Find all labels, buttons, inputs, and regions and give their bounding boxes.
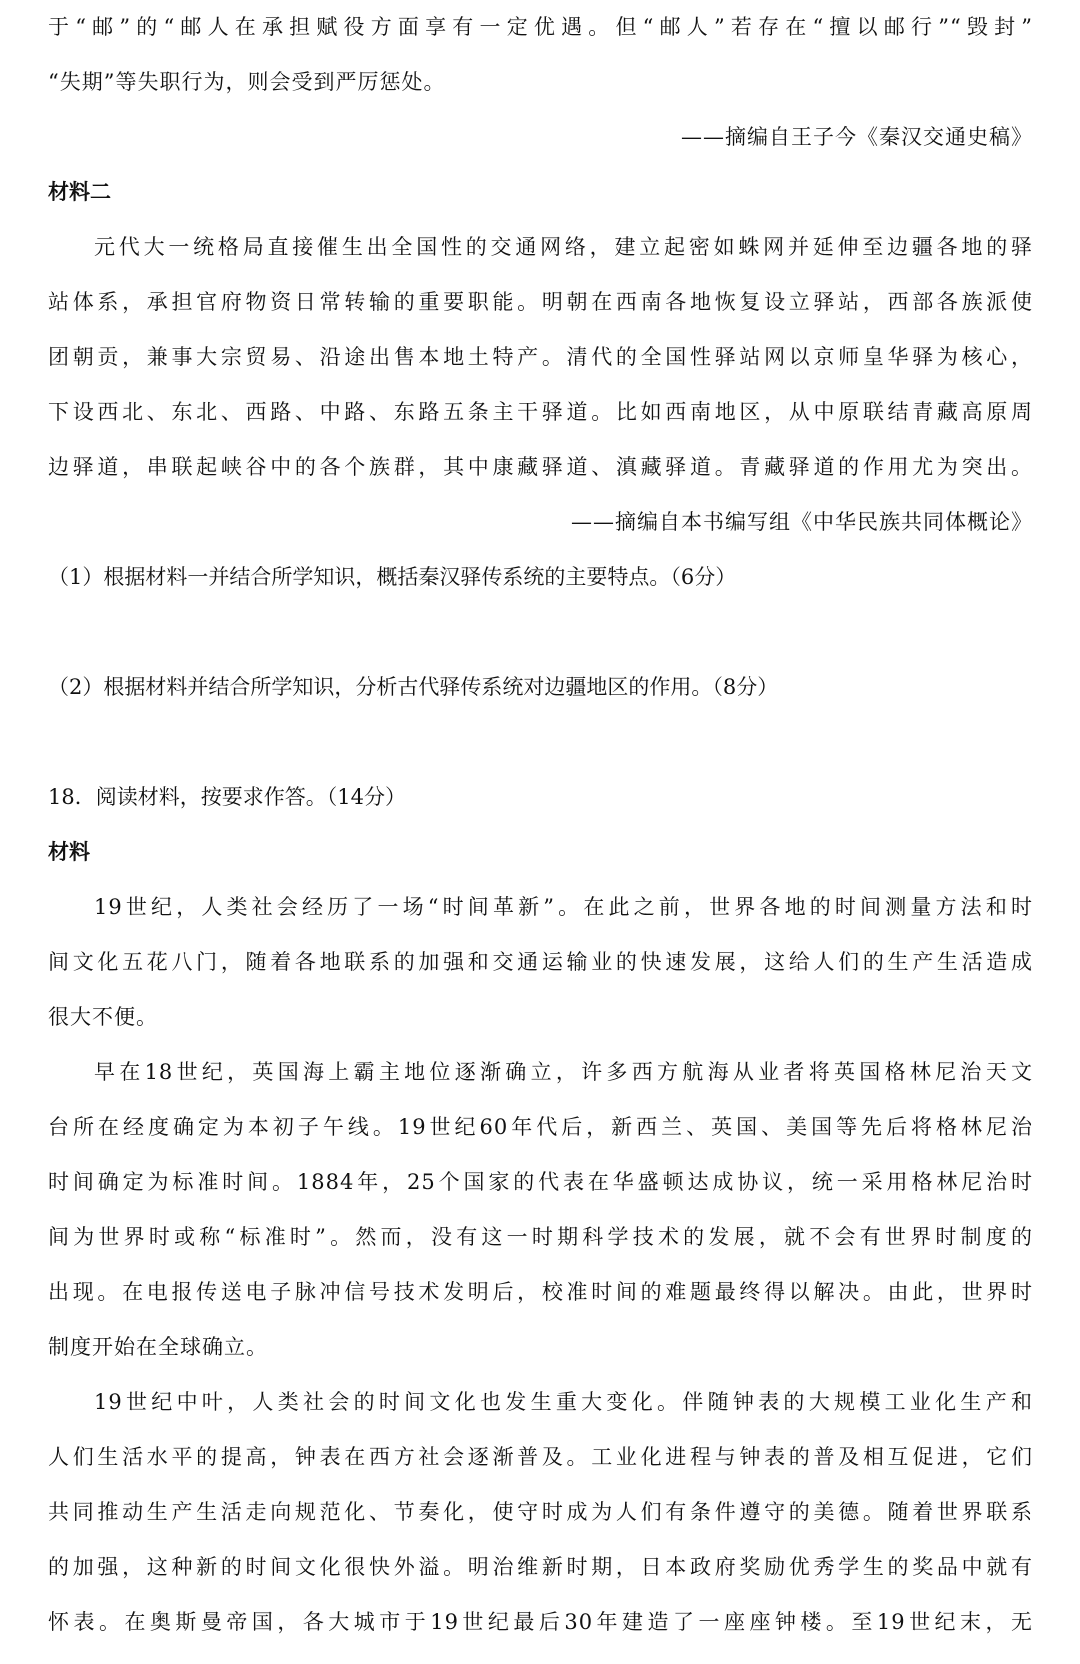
material2-line-4: 下设西北、东北、西路、中路、东路五条主干驿道。比如西南地区，从中原联结青藏高原周 (48, 400, 1033, 424)
q18-material-heading: 材料 (48, 840, 90, 864)
q18-para2-line-3: 时间确定为标准时间。1884年，25个国家的代表在华盛顿达成协议，统一采用格林尼治时 (48, 1170, 1033, 1194)
q18-para3-line-1: 19世纪中叶，人类社会的时间文化也发生重大变化。伴随钟表的大规模工业化生产和 (94, 1390, 1033, 1414)
q18-para2-line-4: 间为世界时或称“标准时”。然而，没有这一时期科学技术的发展，就不会有世界时制度的 (48, 1225, 1033, 1249)
material2-line-1: 元代大一统格局直接催生出全国性的交通网络，建立起密如蛛网并延伸至边疆各地的驿 (94, 235, 1033, 259)
q18-para2-line-6: 制度开始在全球确立。 (48, 1335, 268, 1359)
q18-para2-line-2: 台所在经度确定为本初子午线。19世纪60年代后，新西兰、英国、美国等先后将格林尼治 (48, 1115, 1033, 1139)
q18-para3-line-2: 人们生活水平的提高，钟表在西方社会逐渐普及。工业化进程与钟表的普及相互促进，它们 (48, 1445, 1033, 1469)
q18-para2-line-5: 出现。在电报传送电子脉冲信号技术发明后，校准时间的难题最终得以解决。由此，世界时 (48, 1280, 1033, 1304)
material1-line-1: 于“邮”的“邮人在承担赋役方面享有一定优遇。但“邮人”若存在“擅以邮行”“毁封” (48, 15, 1033, 39)
question-17-2: （2）根据材料并结合所学知识，分析古代驿传系统对边疆地区的作用。（8分） (48, 675, 779, 699)
q18-para2-line-1: 早在18世纪，英国海上霸主地位逐渐确立，许多西方航海从业者将英国格林尼治天文 (94, 1060, 1033, 1084)
q18-para1-line-3: 很大不便。 (48, 1005, 158, 1029)
q18-para3-line-4: 的加强，这种新的时间文化很快外溢。明治维新时期，日本政府奖励优秀学生的奖品中就有 (48, 1555, 1033, 1579)
material2-line-3: 团朝贡，兼事大宗贸易、沿途出售本地土特产。清代的全国性驿站网以京师皇华驿为核心， (48, 345, 1033, 369)
exam-page (48, 0, 1033, 1650)
answer-space-17-2 (48, 715, 1033, 770)
material2-source: ——摘编自本书编写组《中华民族共同体概论》 (571, 510, 1033, 534)
answer-space-17-1 (48, 605, 1033, 660)
material2-line-2: 站体系，承担官府物资日常转输的重要职能。明朝在西南各地恢复设立驿站，西部各族派使 (48, 290, 1033, 314)
q18-para1-line-1: 19世纪，人类社会经历了一场“时间革新”。在此之前，世界各地的时间测量方法和时 (94, 895, 1033, 919)
q18-para3-line-3: 共同推动生产生活走向规范化、节奏化，使守时成为人们有条件遵守的美德。随着世界联系 (48, 1500, 1033, 1524)
question-18-title: 18．阅读材料，按要求作答。（14分） (48, 785, 406, 809)
question-17-1: （1）根据材料一并结合所学知识，概括秦汉驿传系统的主要特点。（6分） (48, 565, 737, 589)
q18-para1-line-2: 间文化五花八门，随着各地联系的加强和交通运输业的快速发展，这给人们的生产生活造成 (48, 950, 1033, 974)
q18-para3-line-5: 怀表。在奥斯曼帝国，各大城市于19世纪最后30年建造了一座座钟楼。至19世纪末，无 (48, 1610, 1033, 1634)
material2-line-5: 边驿道，串联起峡谷中的各个族群，其中康藏驿道、滇藏驿道。青藏驿道的作用尤为突出。 (48, 455, 1033, 479)
material1-line-2: “失期”等失职行为，则会受到严厉惩处。 (48, 70, 446, 94)
material1-source: ——摘编自王子今《秦汉交通史稿》 (681, 125, 1033, 149)
material2-heading: 材料二 (48, 180, 111, 204)
